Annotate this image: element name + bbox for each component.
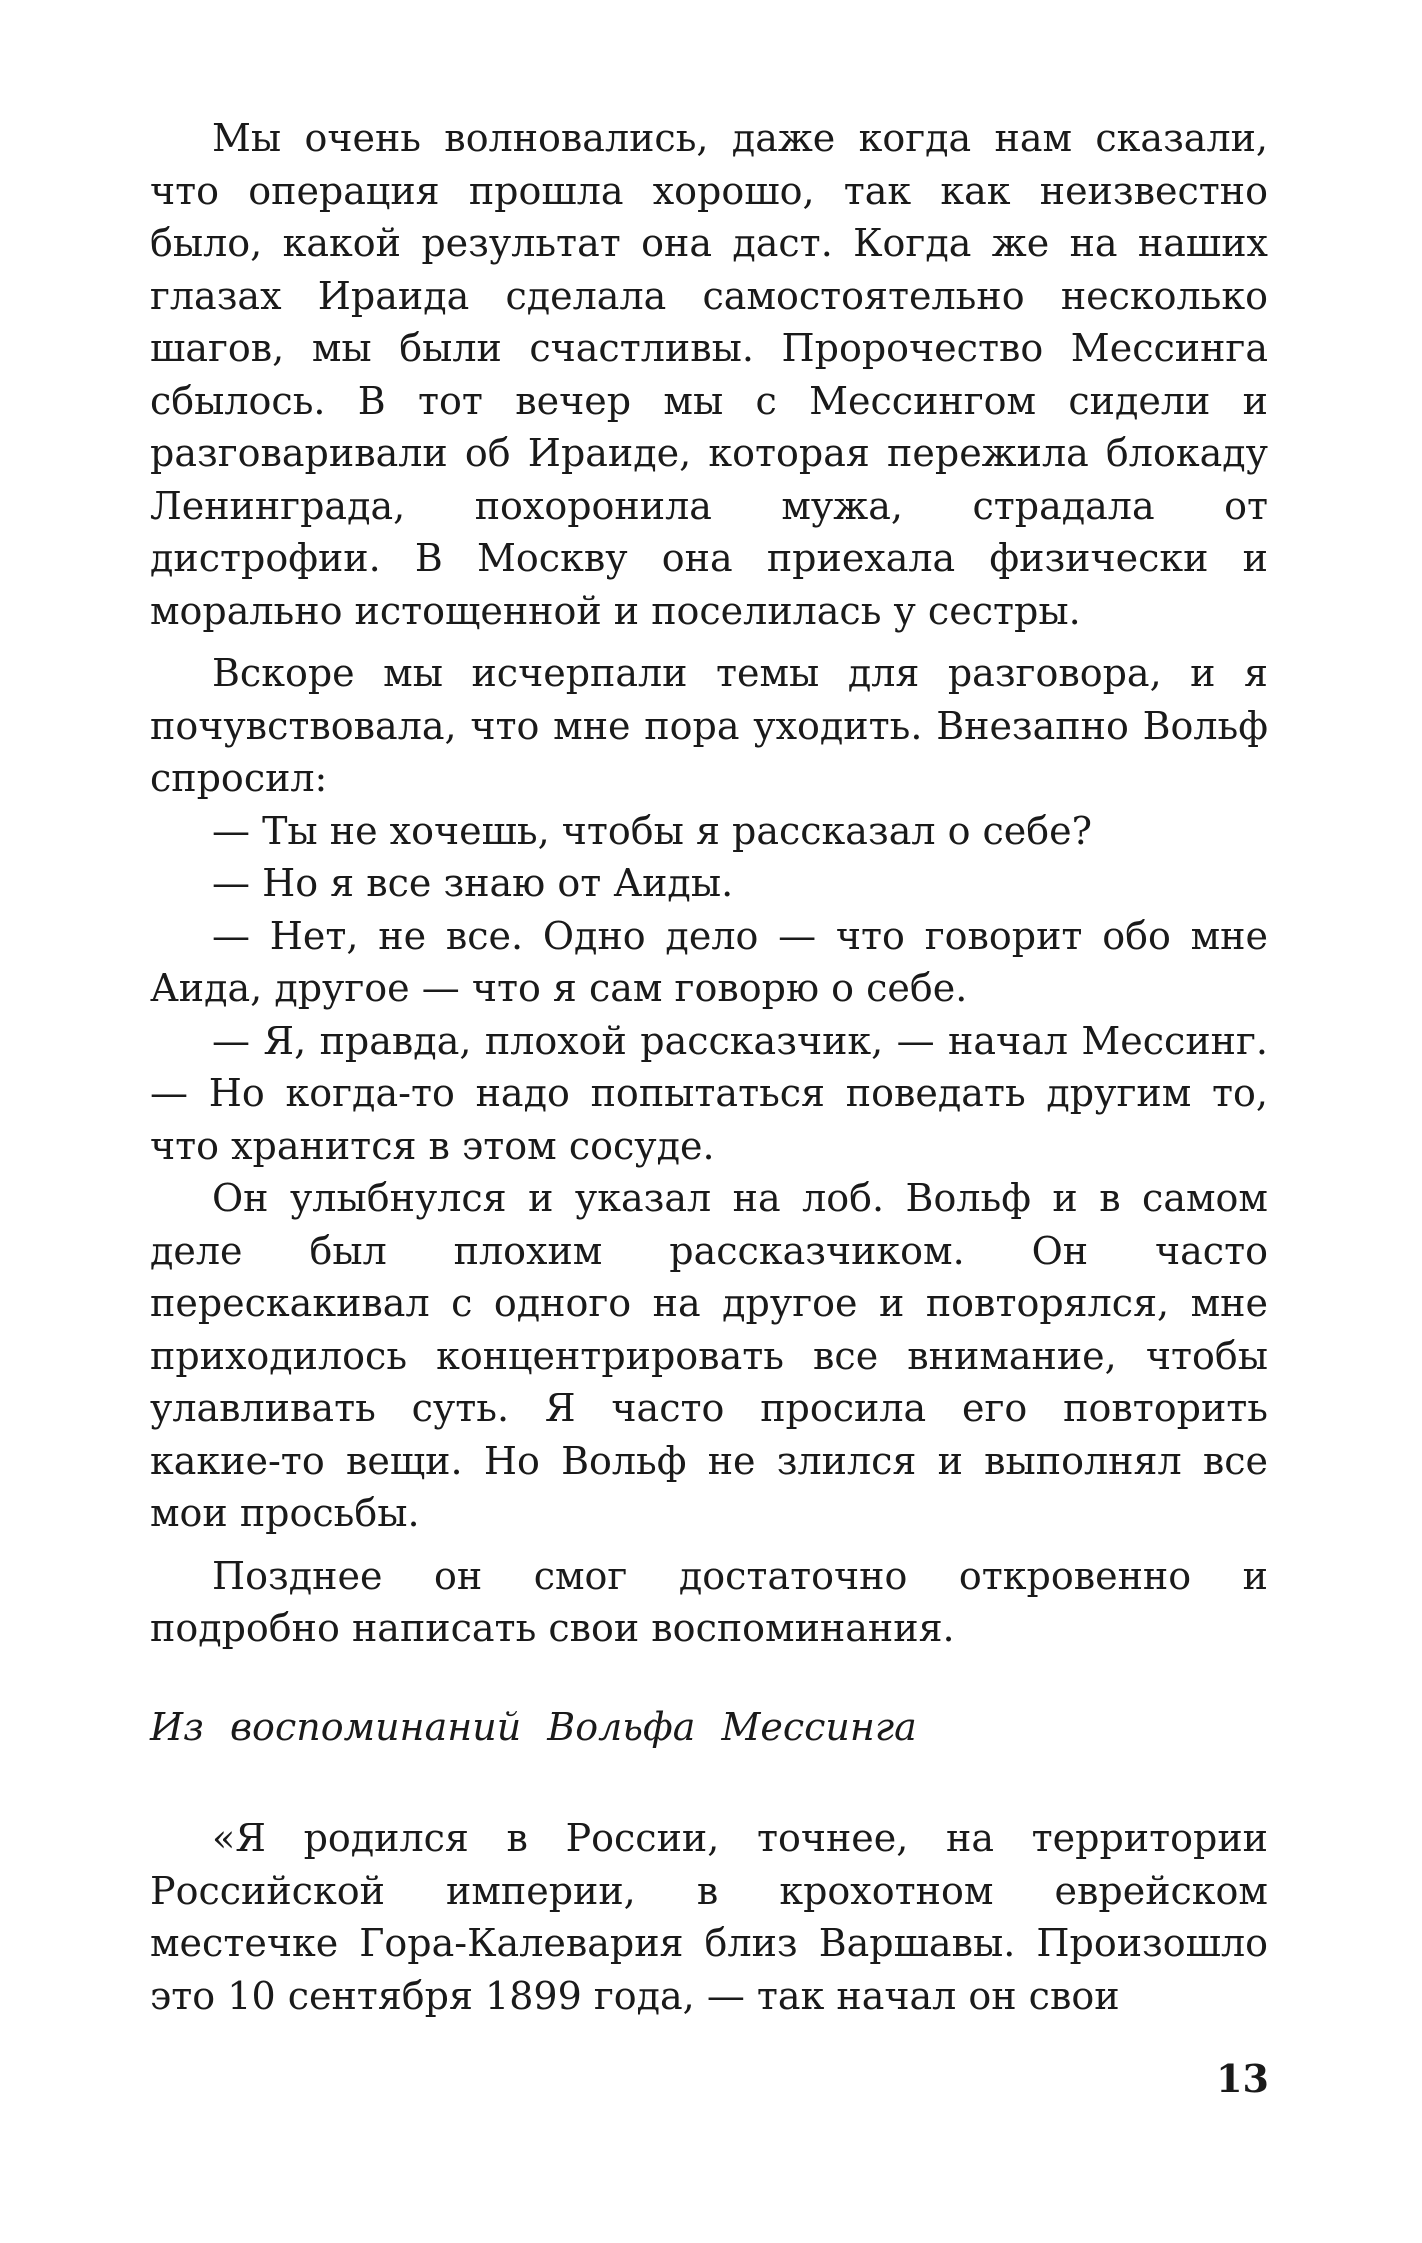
dialogue-line-4: — Я, правда, плохой рассказчик, — начал Мессинг. — Но когда-то надо попытаться поведать другим то, что хранится в этом сосуде. xyxy=(150,1018,1268,1168)
dialogue-line-2: — Но я все знаю от Аиды. xyxy=(212,861,734,905)
memoir-text-block xyxy=(150,1812,1268,2022)
paragraph-operation: Мы очень волновались, даже когда нам сказали, что операция прошла хорошо, так как неизвестно было, какой результат она даст. Когда же на наших глазах Ираида сделала самостоятельно несколько шагов, мы были счастливы. Пророчество Мессинга сбылось. В тот вечер мы с Мессингом сидели и разговаривали об Ираиде, которая пережила блокаду Ленинграда, похоронила мужа, страдала от дистрофии. В Москву она приехала физически и морально истощенной и поселилась у сестры. xyxy=(150,116,1268,633)
paragraph-conversation-topics: Вскоре мы исчерпали темы для разговора, и я почувствовала, что мне пора уходить. Внезапно Вольф спросил: xyxy=(150,651,1268,800)
paragraph-memoirs: Позднее он смог достаточно откровенно и подробно написать свои воспоминания. xyxy=(150,1553,1268,1650)
page-number: 13 xyxy=(1216,2056,1269,2101)
main-text-block xyxy=(150,112,1268,1655)
paragraph-memoir-start: «Я родился в России, точнее, на территории Российской империи, в крохотном еврейском местечке Гора-Калевария близ Варшавы. Произошло это 10 сентября 1899 года, — так начал он свои xyxy=(150,1816,1268,2018)
paragraph-storyteller: Он улыбнулся и указал на лоб. Вольф и в самом деле был плохим рассказчиком. Он часто перескакивал с одного на другое и повторялся, мне приходилось концентрировать все внимание, чтобы улавливать суть. Я часто просила его повторить какие-то вещи. Но Вольф не злился и выполнял все мои просьбы. xyxy=(150,1176,1268,1535)
dialogue-line-1: — Ты не хочешь, чтобы я рассказал о себе? xyxy=(212,808,1093,853)
section-heading: Из воспоминаний Вольфа Мессинга xyxy=(150,1705,917,1749)
dialogue-line-3: — Нет, не все. Одно дело — что говорит обо мне Аида, другое — что я сам говорю о себе. xyxy=(150,913,1268,1010)
